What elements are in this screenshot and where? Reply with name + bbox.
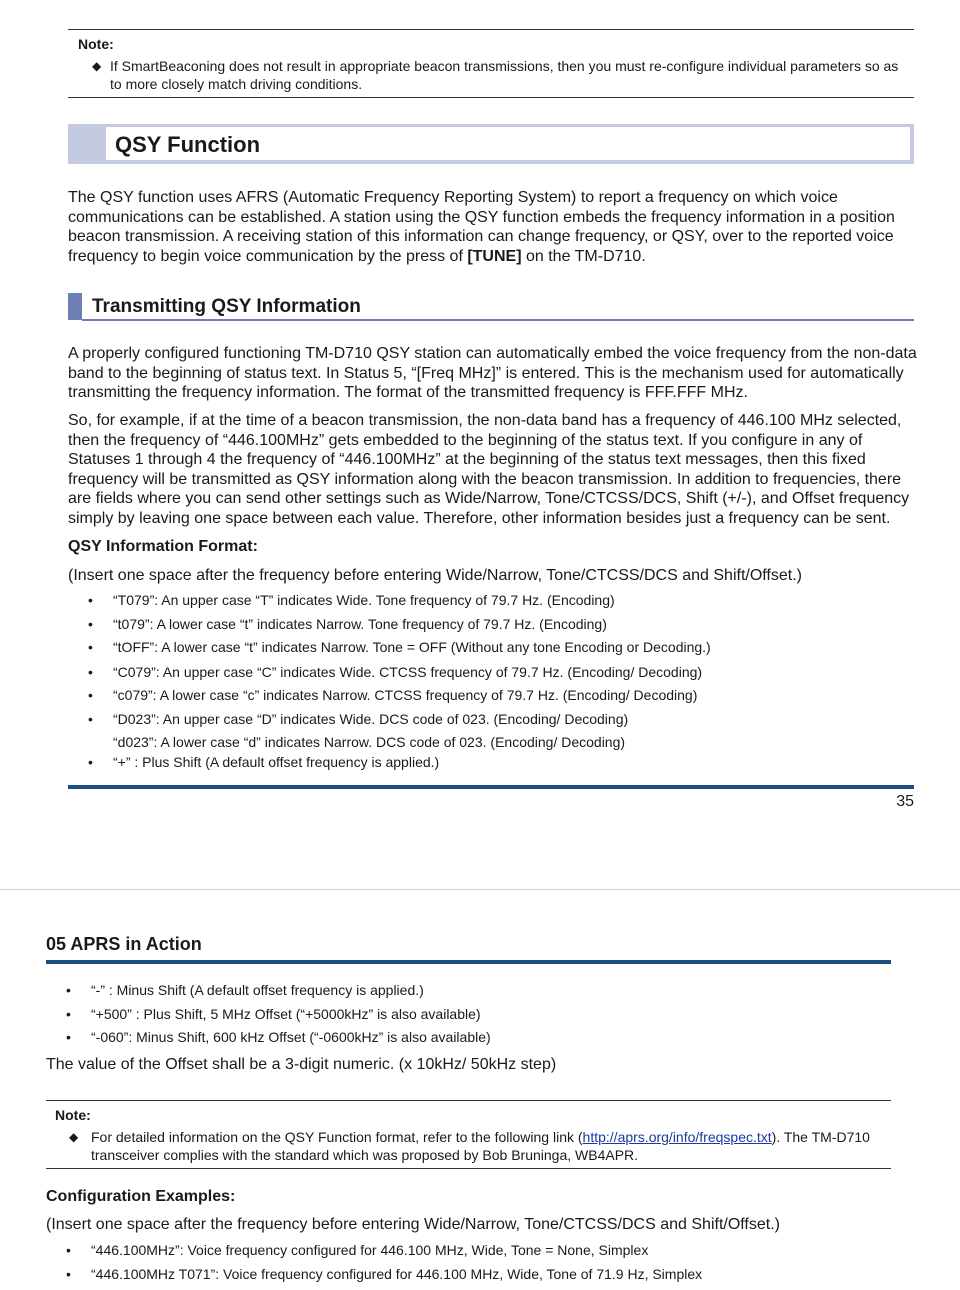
list-item [46, 1242, 896, 1266]
bullet-dot-icon: • [66, 1266, 71, 1282]
format-instruction: (Insert one space after the frequency before entering Wide/Narrow, Tone/CTCSS/DCS and Shift/Offset.) [68, 567, 802, 584]
top-note-rule-top [68, 29, 914, 30]
list-item-text: “446.100MHz T071”: Voice frequency configured for 446.100 MHz, Wide, Tone of 71.9 Hz, Simplex [91, 1266, 703, 1282]
bullet-dot-icon: • [88, 663, 93, 680]
list-item [46, 1029, 896, 1053]
offset-description: The value of the Offset shall be a 3-digit numeric. (x 10kHz/ 50kHz step) [46, 1056, 557, 1073]
note-rule-bottom [46, 1168, 891, 1169]
transmitting-paragraph-1: A properly configured functioning TM-D710 QSY station can automatically embed the voice frequency from the non-data band to the beginning of status text. In Status 5, “[Freq MHz]” is entered. This is the mechanism used for automatically transmitting the frequency information. The format of the transmitted frequency is FFF.FFF MHz. [68, 345, 917, 401]
note-rule-top [46, 1100, 891, 1101]
list-item-text: “T079”: An upper case “T” indicates Wide. Tone frequency of 79.7 Hz. (Encoding) [113, 592, 615, 608]
top-note-label: Note: [78, 36, 114, 52]
list-item-text: “+” : Plus Shift (A default offset frequency is applied.) [113, 753, 440, 770]
note-text [91, 1128, 889, 1164]
qsy-intro-paragraph [68, 188, 918, 266]
format-bullet-list [68, 592, 918, 774]
bullet-dot-icon: • [88, 639, 93, 655]
list-item-text: “tOFF”: A lower case “t” indicates Narrow. Tone = OFF (Without any tone Encoding or Decoding.) [113, 639, 711, 655]
diamond-bullet-icon: ◆ [92, 59, 102, 73]
bullet-dot-icon: • [66, 1242, 71, 1258]
list-item-text: “-” : Minus Shift (A default offset frequency is applied.) [91, 982, 424, 998]
page-number: 35 [896, 793, 914, 810]
page-separator [0, 889, 960, 890]
list-item [68, 639, 918, 664]
bullet-dot-icon: • [88, 753, 93, 770]
top-note-rule-bottom [68, 97, 914, 98]
shift-bullet-list [46, 982, 896, 1053]
tune-key-label: [TUNE] [467, 247, 522, 265]
list-item [68, 616, 918, 640]
chapter-header-bar [46, 960, 891, 964]
bullet-dot-icon: • [66, 1029, 71, 1045]
config-bullet-list [46, 1242, 896, 1290]
transmitting-paragraph-2: So, for example, if at the time of a beacon transmission, the non-data band has a frequency of 446.100 MHz selected, then the frequency of “446.100MHz” gets embedded to the beginning of the status text. If you configure in any of Statuses 1 through 4 the frequency of “446.100MHz” at the beginning of the status text messages, then this fixed frequency will be transmitted as QSY information along with the beacon transmission. In addition to frequencies, there are fields where you can send other settings such as Wide/Narrow, Tone/CTCSS/DCS, Shift (+/-), and Offset frequency simply by leaving one space between each value. Therefore, other information besides just a frequency can be sent. [68, 412, 910, 527]
subsection-underline [82, 319, 914, 321]
config-heading: Configuration Examples: [46, 1188, 236, 1205]
config-instruction: (Insert one space after the frequency before entering Wide/Narrow, Tone/CTCSS/DCS and Shift/Offset.) [46, 1216, 780, 1233]
format-heading: QSY Information Format: [68, 538, 258, 555]
note-text-end: ). The TM-D710 transceiver complies with the standard which was proposed by Bob Bruninga, WB4APR. [91, 1129, 870, 1163]
list-item [46, 1266, 896, 1290]
note-text-start: For detailed information on the QSY Function format, refer to the following link ( [91, 1129, 583, 1145]
list-item [68, 592, 918, 616]
list-item-text: “d023”: A lower case “d” indicates Narrow. DCS code of 023. (Encoding/ Decoding) [113, 733, 626, 750]
list-item-text: “t079”: A lower case “t” indicates Narrow. Tone frequency of 79.7 Hz. (Encoding) [113, 615, 607, 632]
note-label: Note: [55, 1107, 91, 1123]
list-item-text: “c079”: A lower case “c” indicates Narrow. CTCSS frequency of 79.7 Hz. (Encoding/ Decoding) [113, 687, 698, 703]
bullet-dot-icon: • [66, 982, 71, 998]
chapter-header: 05 APRS in Action [46, 934, 202, 954]
subsection-title: Transmitting QSY Information [92, 296, 361, 317]
top-note-text: If SmartBeaconing does not result in appropriate beacon transmissions, then you must re-configure individual parameters so as to more closely match driving conditions. [110, 58, 899, 92]
freqspec-link[interactable]: http://aprs.org/info/freqspec.txt [582, 1129, 772, 1145]
bullet-dot-icon: • [88, 687, 93, 703]
list-item-text: “-060”: Minus Shift, 600 kHz Offset (“-0600kHz” is also available) [91, 1029, 491, 1045]
bullet-dot-icon: • [88, 710, 93, 727]
qsy-intro-text: The QSY function uses AFRS (Automatic Frequency Reporting System) to report a frequency on which voice communications can be established. A station using the QSY function embeds the frequency information in a position beacon transmission. A receiving station of this information can change frequency, or QSY, over to the reported voice frequency to begin voice communication by the press of [68, 189, 895, 265]
diamond-bullet-icon: ◆ [69, 1130, 79, 1144]
list-item [46, 982, 896, 1006]
list-item [68, 711, 918, 734]
list-item-text: “C079”: An upper case “C” indicates Wide. CTCSS frequency of 79.7 Hz. (Encoding/ Decoding) [113, 663, 703, 680]
list-item [46, 1006, 896, 1030]
bullet-dot-icon: • [88, 615, 93, 632]
top-note-item [92, 57, 910, 93]
list-item [68, 754, 918, 774]
note-item [69, 1128, 889, 1164]
qsy-intro-end: on the TM-D710. [521, 247, 646, 265]
list-item [68, 687, 918, 711]
bullet-dot-icon: • [66, 1005, 71, 1022]
bullet-dot-icon: • [88, 592, 93, 608]
subsection-marker [68, 293, 82, 320]
page-footer-bar [68, 785, 914, 789]
list-item-text: “D023”: An upper case “D” indicates Wide. DCS code of 023. (Encoding/ Decoding) [113, 710, 629, 727]
list-item [68, 664, 918, 688]
list-item-text: “446.100MHz”: Voice frequency configured for 446.100 MHz, Wide, Tone = None, Simplex [91, 1242, 649, 1258]
list-item [68, 734, 918, 754]
list-item-text: “+500” : Plus Shift, 5 MHz Offset (“+5000kHz” is also available) [91, 1005, 481, 1022]
section-title: QSY Function [106, 127, 910, 160]
